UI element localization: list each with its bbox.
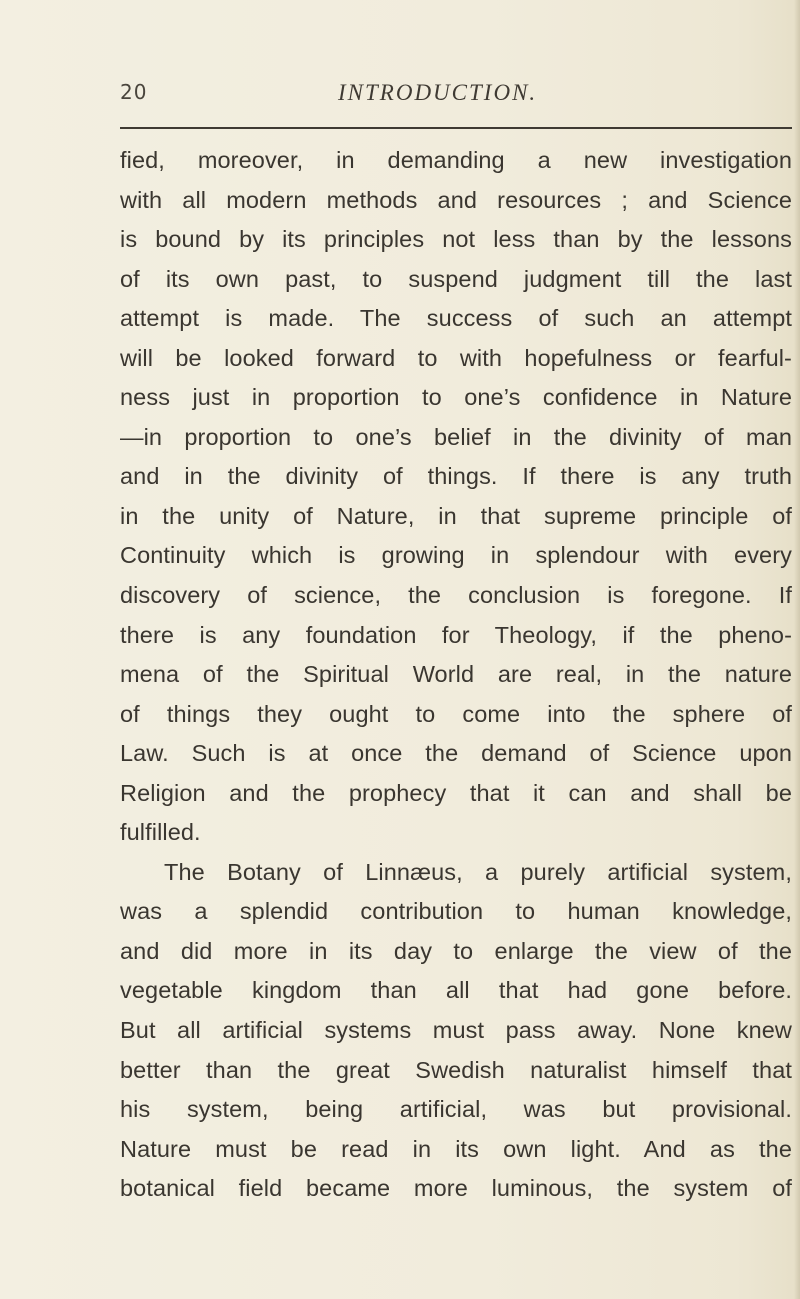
text-line: discovery of science, the conclusion is foregone. If — [120, 582, 792, 609]
text-line: will be looked forward to with hopefulness or fearful- — [120, 344, 792, 371]
text-line: —in proportion to one’s belief in the divinity of man — [120, 423, 792, 450]
text-line: his system, being artificial, was but provisional. — [120, 1096, 792, 1123]
paragraph-2 — [120, 853, 792, 1209]
paragraph-1 — [120, 141, 792, 853]
text-line: and did more in its day to enlarge the view of the — [120, 937, 792, 964]
text-line: there is any foundation for Theology, if the pheno- — [120, 621, 792, 648]
text-line: The Botany of Linnæus, a purely artificial system, — [164, 858, 792, 885]
text-line: Law. Such is at once the demand of Science upon — [120, 740, 792, 767]
text-line: better than the great Swedish naturalist himself that — [120, 1056, 792, 1083]
text-line: But all artificial systems must pass away. None knew — [120, 1017, 792, 1044]
text-line: Continuity which is growing in splendour with every — [120, 542, 792, 569]
text-line: fulfilled. — [120, 819, 201, 846]
text-line: was a splendid contribution to human knowledge, — [120, 898, 792, 925]
text-line: attempt is made. The success of such an attempt — [120, 305, 792, 332]
text-line: with all modern methods and resources ; and Science — [120, 186, 792, 213]
running-title: INTRODUCTION. — [338, 80, 538, 105]
text-line: in the unity of Nature, in that supreme principle of — [120, 502, 792, 529]
text-line: of its own past, to suspend judgment till the last — [120, 265, 792, 292]
text-line: fied, moreover, in demanding a new investigation — [120, 147, 792, 173]
text-line: of things they ought to come into the sphere of — [120, 700, 792, 727]
text-line: and in the divinity of things. If there is any truth — [120, 463, 792, 490]
text-line: vegetable kingdom than all that had gone before. — [120, 977, 792, 1004]
text-line: Religion and the prophecy that it can and shall be — [120, 779, 792, 806]
page-header — [120, 76, 792, 112]
body-text — [120, 141, 792, 1209]
header-rule — [120, 127, 792, 129]
text-line: botanical field became more luminous, the system of — [120, 1175, 792, 1202]
page-number: 20 — [120, 80, 148, 104]
text-line: is bound by its principles not less than by the lessons — [120, 226, 792, 253]
text-line: ness just in proportion to one’s confidence in Nature — [120, 384, 792, 411]
text-line: Nature must be read in its own light. And as the — [120, 1135, 792, 1162]
text-line: mena of the Spiritual World are real, in the nature — [120, 661, 792, 688]
page-edge-shadow — [794, 0, 800, 1299]
